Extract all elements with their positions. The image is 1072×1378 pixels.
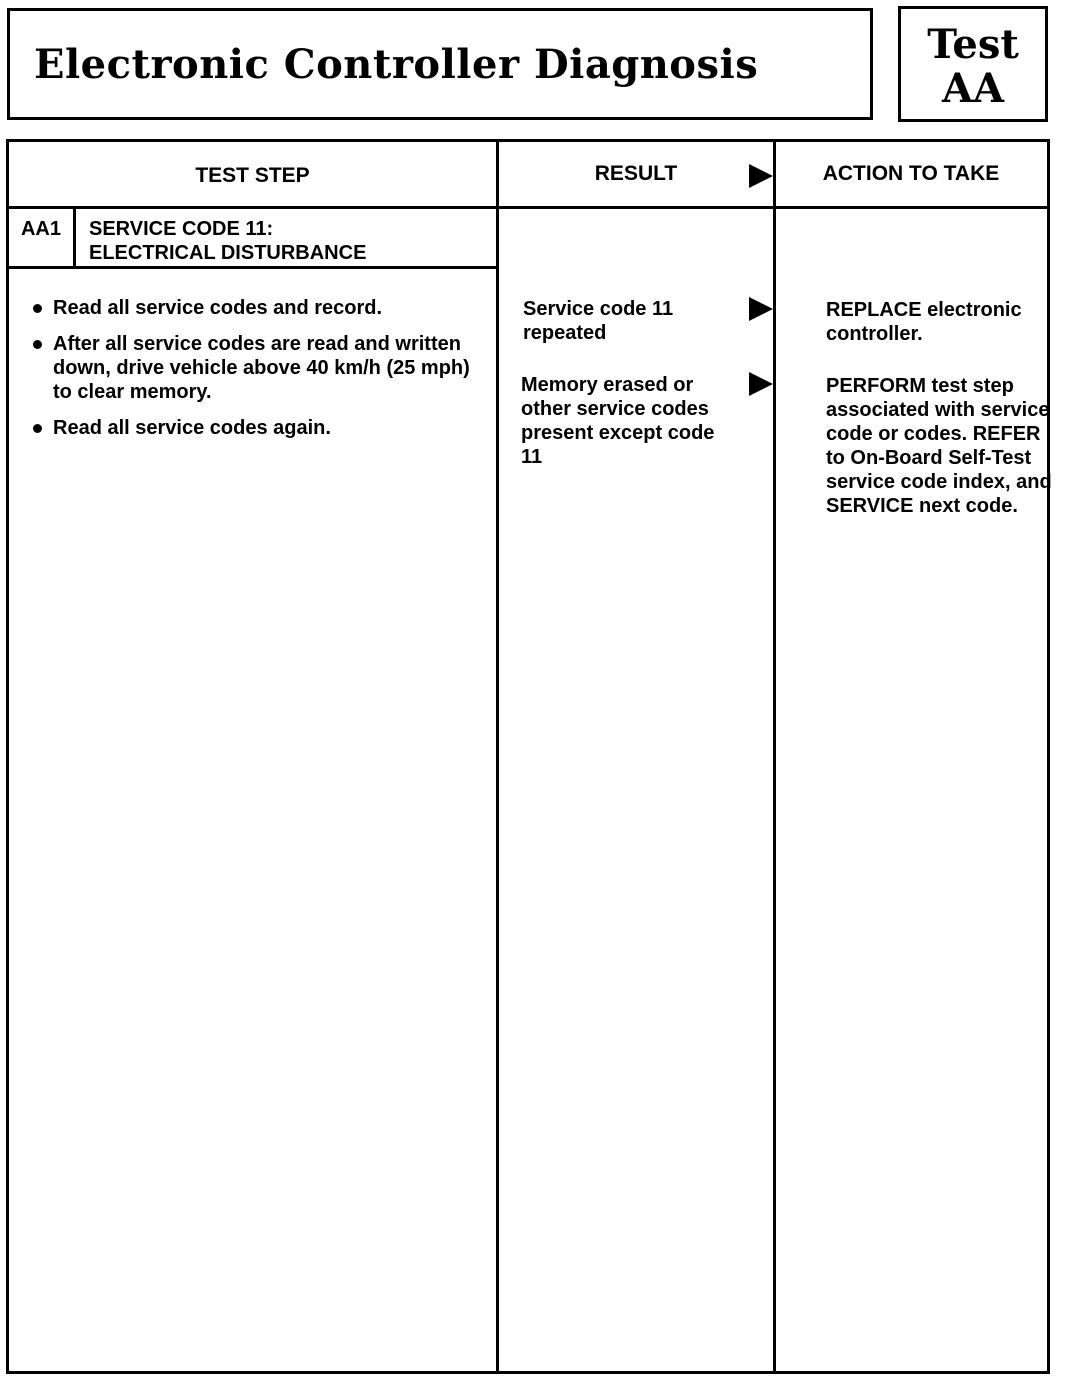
instruction-text: After all service codes are read and written down, drive vehicle above 40 km/h (25 mph) to clear memory. <box>53 333 470 403</box>
instruction-list <box>31 296 481 452</box>
instruction-text: Read all service codes and record. <box>53 297 383 319</box>
bullet-icon <box>33 304 42 313</box>
column-header-result: RESULT <box>594 162 678 185</box>
step-title-line: ELECTRICAL DISTURBANCE <box>89 242 367 264</box>
result-text: Service code 11 repeated <box>523 298 674 344</box>
test-id: AA <box>941 65 1005 112</box>
list-item <box>31 416 481 440</box>
step-id-divider <box>73 206 76 268</box>
step-title <box>89 217 366 265</box>
list-item <box>31 332 481 404</box>
bullet-icon <box>33 424 42 433</box>
arrow-right-icon <box>749 372 773 396</box>
list-item <box>31 296 481 320</box>
arrow-right-icon <box>749 297 773 321</box>
action-text: PERFORM test step associated with service code or codes. REFER to On-Board Self-Test service code index, and SERVICE next code. <box>826 375 1052 517</box>
column-divider <box>496 142 499 1371</box>
header-divider <box>9 206 1047 209</box>
result-text: Memory erased or other service codes present except code 11 <box>521 374 715 468</box>
column-header-test-step: TEST STEP <box>195 164 310 187</box>
bullet-icon <box>33 340 42 349</box>
test-id-box <box>898 6 1048 122</box>
instruction-text: Read all service codes again. <box>53 417 331 439</box>
column-divider <box>773 142 776 1371</box>
step-title-line: SERVICE CODE 11: <box>89 218 274 240</box>
title-box <box>7 8 873 120</box>
column-header-action: ACTION TO TAKE <box>822 162 1000 185</box>
step-id: AA1 <box>20 218 61 240</box>
test-label: Test <box>927 21 1019 68</box>
step-title-divider <box>9 266 497 269</box>
page-title: Electronic Controller Diagnosis <box>34 41 759 88</box>
action-text: REPLACE electronic controller. <box>826 299 1022 345</box>
arrow-right-icon <box>749 164 773 188</box>
diagnosis-table <box>6 139 1050 1374</box>
